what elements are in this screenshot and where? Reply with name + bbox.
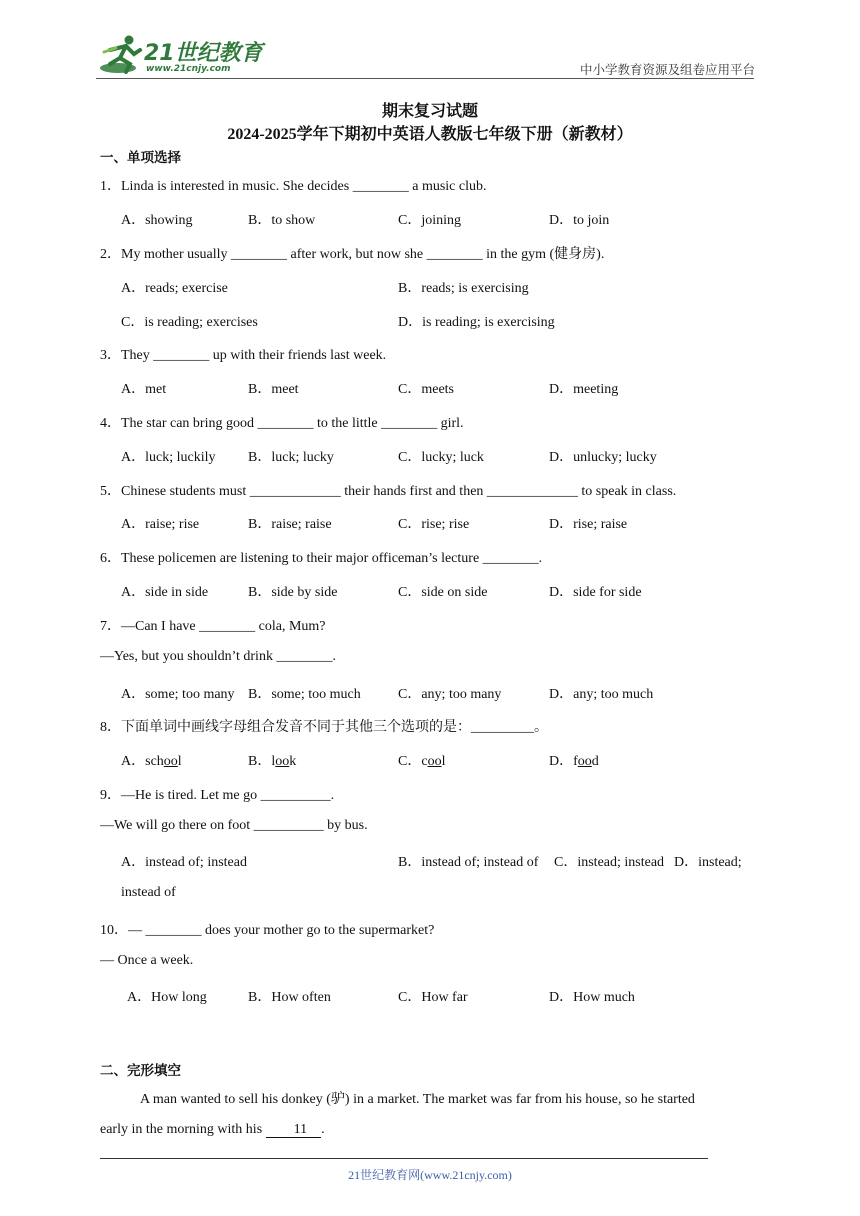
option-10b: B．How often bbox=[248, 990, 331, 1005]
option-9d: D．instead; bbox=[674, 855, 742, 870]
option-10d: D．How much bbox=[549, 990, 635, 1005]
option-7c: C．any; too many bbox=[398, 687, 502, 702]
option-2d: D．is reading; is exercising bbox=[398, 315, 555, 330]
question-3: 3．They ________ up with their friends last week. bbox=[100, 348, 387, 363]
option-5a: A．raise; rise bbox=[121, 517, 200, 532]
option-9b: B．instead of; instead of bbox=[398, 855, 539, 870]
header-divider bbox=[96, 78, 754, 79]
site-logo bbox=[96, 32, 266, 82]
question-4: 4．The star can bring good ________ to the little ________ girl. bbox=[100, 416, 464, 431]
option-2c: C．is reading; exercises bbox=[121, 315, 258, 330]
option-3a: A．met bbox=[121, 382, 167, 397]
question-5: 5．Chinese students must _____________ their hands first and then _____________ to speak in class. bbox=[100, 484, 677, 499]
option-4d: D．unlucky; lucky bbox=[549, 450, 657, 465]
section-heading-2: 二、完形填空 bbox=[100, 1063, 181, 1079]
option-7a: A．some; too many bbox=[121, 687, 235, 702]
option-7b: B．some; too much bbox=[248, 687, 361, 702]
option-4b: B．luck; lucky bbox=[248, 450, 334, 465]
logo-text: 21世纪教育 bbox=[144, 41, 263, 66]
question-7: 7．—Can I have ________ cola, Mum? bbox=[100, 619, 326, 634]
option-7d: D．any; too much bbox=[549, 687, 654, 702]
option-10c: C．How far bbox=[398, 990, 468, 1005]
exam-subtitle: 2024-2025学年下期初中英语人教版七年级下册（新教材） bbox=[227, 126, 633, 143]
option-3d: D．meeting bbox=[549, 382, 619, 397]
cloze-paragraph-line-2: early in the morning with his 11 . bbox=[100, 1122, 325, 1137]
option-8d: D．food bbox=[549, 754, 599, 769]
option-1b: B．to show bbox=[248, 213, 316, 228]
option-6a: A．side in side bbox=[121, 585, 209, 600]
option-3c: C．meets bbox=[398, 382, 454, 397]
option-8c: C．cool bbox=[398, 754, 446, 769]
question-10-reply: — Once a week. bbox=[100, 953, 194, 968]
question-7-reply: —Yes, but you shouldn’t drink ________. bbox=[100, 649, 336, 664]
question-1: 1．Linda is interested in music. She decides ________ a music club. bbox=[100, 179, 487, 194]
option-10a: A．How long bbox=[127, 990, 207, 1005]
option-2a: A．reads; exercise bbox=[121, 281, 228, 296]
cloze-paragraph-line-1: A man wanted to sell his donkey (驴) in a market. The market was far from his house, so he started bbox=[140, 1092, 695, 1107]
option-3b: B．meet bbox=[248, 382, 299, 397]
option-4c: C．lucky; luck bbox=[398, 450, 484, 465]
option-4a: A．luck; luckily bbox=[121, 450, 216, 465]
option-1c: C．joining bbox=[398, 213, 462, 228]
option-9d-wrap: instead of bbox=[121, 885, 176, 900]
header-platform-text: 中小学教育资源及组卷应用平台 bbox=[579, 63, 755, 77]
option-5c: C．rise; rise bbox=[398, 517, 470, 532]
option-8b: B．look bbox=[248, 754, 297, 769]
option-6b: B．side by side bbox=[248, 585, 338, 600]
option-5d: D．rise; raise bbox=[549, 517, 628, 532]
option-1a: A．showing bbox=[121, 213, 193, 228]
option-1d: D．to join bbox=[549, 213, 610, 228]
option-6d: D．side for side bbox=[549, 585, 642, 600]
question-10: 10．— ________ does your mother go to the supermarket? bbox=[100, 923, 435, 938]
option-8a: A．school bbox=[121, 754, 182, 769]
option-5b: B．raise; raise bbox=[248, 517, 332, 532]
footer-site-text: 21世纪教育网(www.21cnjy.com) bbox=[348, 1168, 512, 1182]
option-9a: A．instead of; instead bbox=[121, 855, 247, 870]
exam-title: 期末复习试题 bbox=[381, 103, 478, 120]
option-9c: C．instead; instead bbox=[554, 855, 665, 870]
section-heading-1: 一、单项选择 bbox=[100, 150, 181, 166]
cloze-blank-11: 11 bbox=[266, 1122, 321, 1138]
logo-url: www.21cnjy.com bbox=[146, 64, 231, 74]
question-6: 6．These policemen are listening to their major officeman’s lecture ________. bbox=[100, 551, 543, 566]
question-9: 9．—He is tired. Let me go __________. bbox=[100, 788, 335, 803]
question-2: 2．My mother usually ________ after work, but now she ________ in the gym (健身房). bbox=[100, 247, 605, 262]
option-6c: C．side on side bbox=[398, 585, 488, 600]
footer-divider bbox=[100, 1158, 708, 1159]
question-8: 8．下面单词中画线字母组合发音不同于其他三个选项的是：_________。 bbox=[100, 720, 548, 735]
question-9-reply: —We will go there on foot __________ by bus. bbox=[100, 818, 368, 833]
option-2b: B．reads; is exercising bbox=[398, 281, 529, 296]
